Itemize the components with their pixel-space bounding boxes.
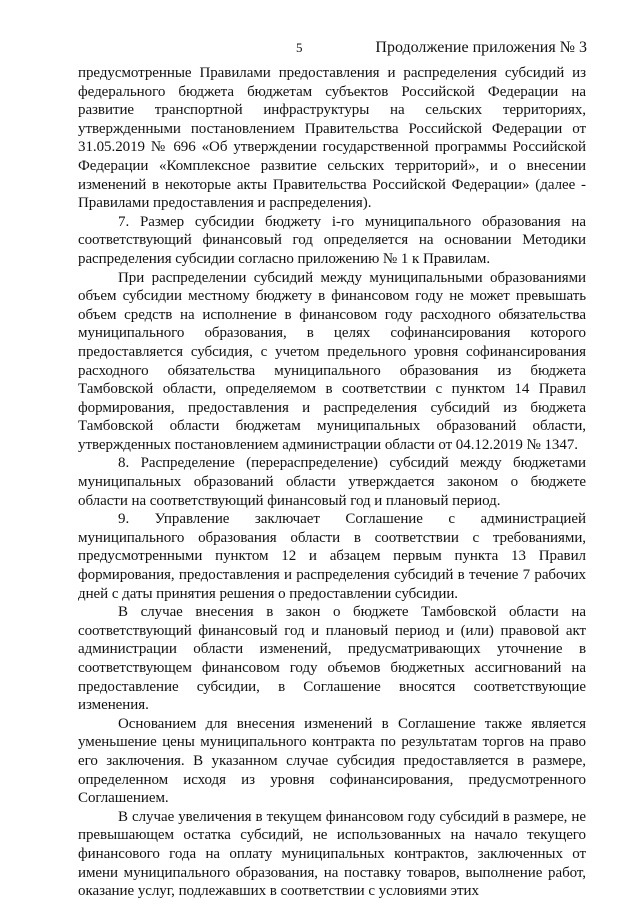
paragraph-subsidy-distribution: При распределении субсидий между муниципальными образованиями объем субсидии местному бюджету в финансовом году не может превышать объем средств на исполнение в финансовом году расходного обязательства муниципального образования, в целях софинансирования которого предоставляется субсидия, с учетом предельного уровня софинансирования расходного обязательства муниципального образования из бюджета Тамбовской области, определяемом в соответствии с пунктом 14 Правил формирования, предоставления и распределения субсидий из бюджета Тамбовской области бюджетам муниципальных образований области, утвержденных постановлением администрации области от 04.12.2019 № 1347. — [78, 269, 586, 453]
paragraph-contract-price-reduction: Основанием для внесения изменений в Соглашение также является уменьшение цены муниципального контракта по результатам торгов на право его заключения. В указанном случае субсидия предоставляется в размере, определенном исходя из уровня софинансирования, предусмотренного Соглашением. — [78, 715, 586, 807]
paragraph-item-7: 7. Размер субсидии бюджету i-го муниципального образования на соответствующий финансовый год определяется на основании Методики распределения субсидии согласно приложению № 1 к Правилам. — [78, 213, 586, 267]
page-number: 5 — [296, 40, 303, 55]
document-body — [78, 64, 586, 901]
paragraph-agreement-changes: В случае внесения в закон о бюджете Тамбовской области на соответствующий финансовый год и плановый период и (или) правовой акт администрации области изменений, предусматривающих уточнение в соответствующем финансовом году объемов бюджетных ассигнований на предоставление субсидии, в Соглашение вносятся соответствующие изменения. — [78, 604, 586, 714]
paragraph-subsidy-increase: В случае увеличения в текущем финансовом году субсидий в размере, не превышающем остатка субсидий, не использованных на начало текущего финансового года на оплату муниципальных контрактов, заключенных от имени муниципального образования, на поставку товаров, выполнение работ, оказание услуг, подлежавших в соответствии с условиями этих — [78, 808, 586, 900]
paragraph-item-8: 8. Распределение (перераспределение) субсидий между бюджетами муниципальных образований области утверждается законом о бюджете области на соответствующий финансовый год и плановый период. — [78, 455, 586, 509]
appendix-continuation-header: Продолжение приложения № 3 — [375, 39, 587, 56]
paragraph-continuation: предусмотренные Правилами предоставления и распределения субсидий из федерального бюджета бюджетам субъектов Российской Федерации на развитие транспортной инфраструктуры на сельских территориях, утвержденными постановлением Правительства Российской Федерации от 31.05.2019 № 696 «Об утверждении государственной программы Российской Федерации «Комплексное развитие сельских территорий», и о внесении изменений в некоторые акты Правительства Российской Федерации» (далее - Правилами предоставления и распределения). — [78, 65, 586, 212]
paragraph-item-9: 9. Управление заключает Соглашение с администрацией муниципального образования области в соответствии с требованиями, предусмотренными пунктом 12 и абзацем первым пункта 13 Правил формирования, предоставления и распределения субсидий в течение 7 рабочих дней с даты принятия решения о предоставлении субсидии. — [78, 511, 586, 602]
